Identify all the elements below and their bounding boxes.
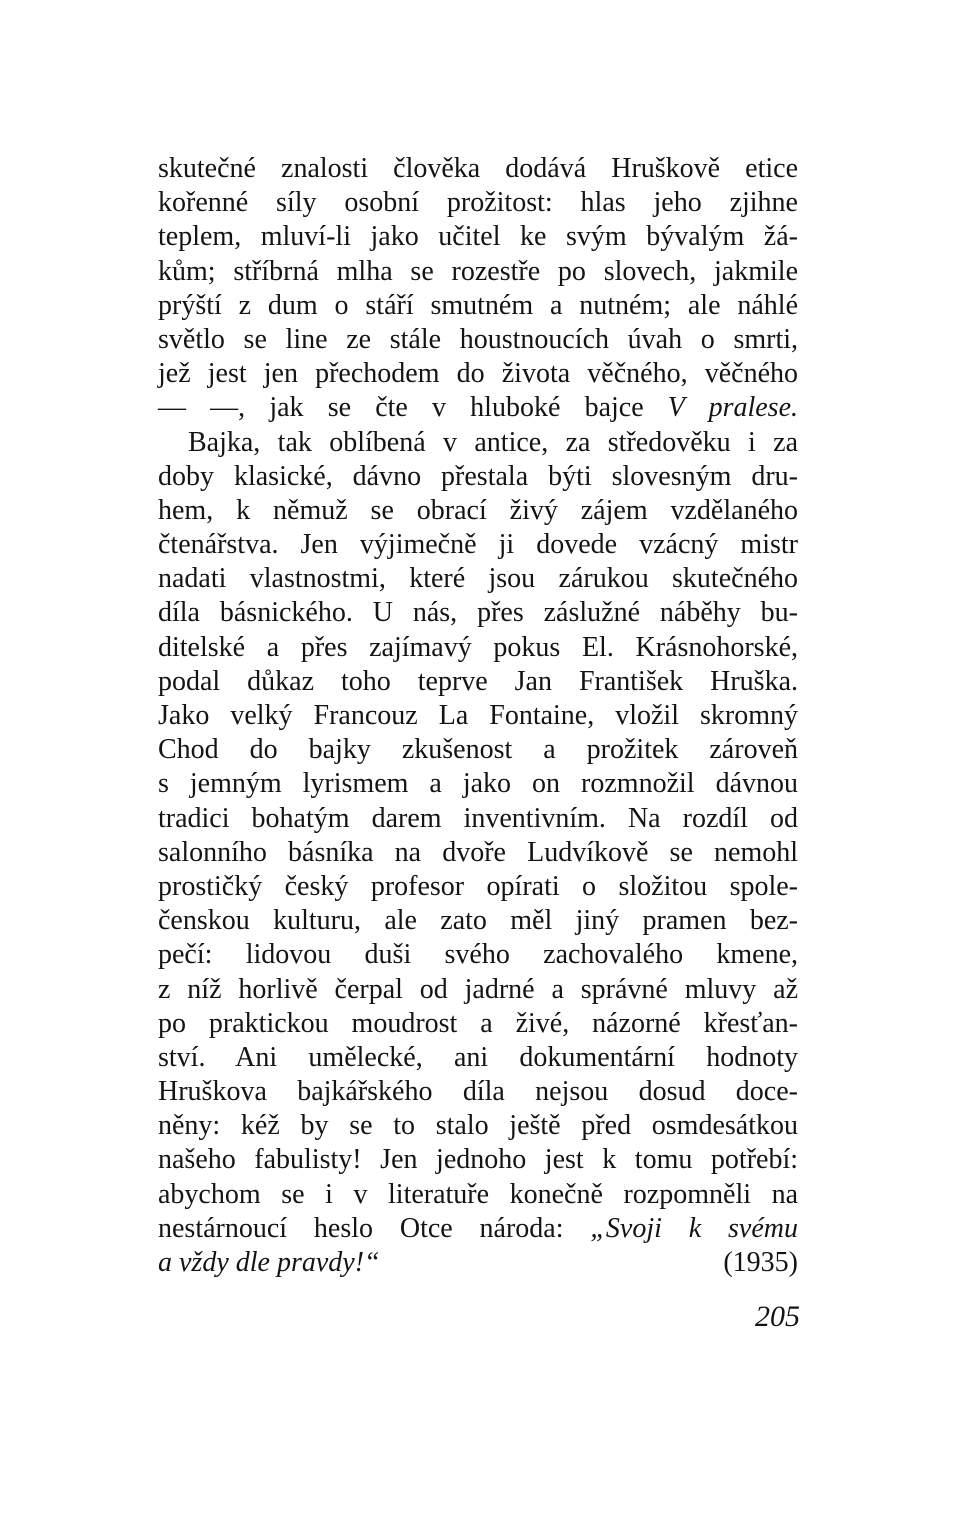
text-segment: — —, jak se čte v hluboké bajce	[158, 392, 668, 424]
motto-quote-end: a vždy dle pravdy!“	[158, 1247, 380, 1278]
text-line: díla básnického. U nás, přes záslužné náběhy bu-	[158, 597, 798, 629]
text-line: prostičký český profesor opírati o složitou spole-	[158, 870, 798, 902]
text-line: Chod do bajky zkušenost a prožitek zároveň	[158, 734, 798, 766]
text-line	[158, 391, 798, 425]
text-line: čtenářstva. Jen výjimečně ji dovede vzácný mistr	[158, 529, 798, 561]
text-line: skutečné znalosti člověka dodává Hruškově etice	[158, 153, 798, 184]
text-line: hem, k němuž se obrací živý zájem vzdělaného	[158, 494, 798, 526]
text-line: salonního básníka na dvoře Ludvíkově se nemohl	[158, 836, 798, 868]
text-line: teplem, mluví-li jako učitel ke svým bývalým žá-	[158, 221, 798, 253]
text-line: nadati vlastnostmi, které jsou zárukou skutečného	[158, 563, 798, 595]
text-line: abychom se i v literatuře konečně rozpomněli na	[158, 1178, 798, 1210]
text-line: po praktickou moudrost a živé, názorné křesťan-	[158, 1007, 798, 1039]
year: (1935)	[723, 1247, 798, 1278]
page-number: 205	[755, 1300, 800, 1333]
text-line	[158, 1212, 798, 1246]
text-line: kořenné síly osobní prožitost: hlas jeho zjihne	[158, 187, 798, 219]
text-line: jež jest jen přechodem do života věčného, věčného	[158, 358, 798, 390]
text-line: s jemným lyrismem a jako on rozmnožil dávnou	[158, 768, 798, 800]
text-line: podal důkaz toho teprve Jan František Hruška.	[158, 665, 798, 697]
text-line: světlo se line ze stále houstnoucích úvah o smrti,	[158, 323, 798, 355]
text-segment: nestárnoucí heslo Otce národa:	[158, 1212, 591, 1244]
text-line: prýští z dum o stáří smutném a nutném; ale náhlé	[158, 289, 798, 321]
text-line: z níž horlivě čerpal od jadrné a správné mluvy až	[158, 973, 798, 1005]
text-line: kům; stříbrná mlha se rozestře po slovech, jakmile	[158, 255, 798, 287]
text-line: pečí: lidovou duši svého zachovalého kmene,	[158, 939, 798, 971]
text-line: doby klasické, dávno přestala býti slovesným dru-	[158, 460, 798, 492]
text-line: našeho fabulisty! Jen jednoho jest k tomu potřebí:	[158, 1144, 798, 1176]
text-line: ství. Ani umělecké, ani dokumentární hodnoty	[158, 1041, 798, 1073]
paragraph-1	[158, 152, 798, 426]
body-text	[158, 152, 798, 1280]
motto-quote: „Svoji k svému	[590, 1212, 799, 1244]
text-line: ditelské a přes zajímavý pokus El. Krásnohorské,	[158, 631, 798, 663]
text-line: čenskou kulturu, ale zato měl jiný pramen bez-	[158, 905, 798, 937]
text-line: něny: kéž by se to stalo ještě před osmdesátkou	[158, 1110, 798, 1142]
closing-line	[158, 1246, 798, 1280]
paragraph-2	[158, 426, 798, 1281]
text-line: tradici bohatým darem inventivním. Na rozdíl od	[158, 802, 798, 834]
fable-title: V pralese.	[667, 392, 798, 424]
text-line: Hruškova bajkářského díla nejsou dosud doce-	[158, 1076, 798, 1108]
text-line: Bajka, tak oblíbená v antice, za středověku i za	[188, 426, 798, 458]
text-line: Jako velký Francouz La Fontaine, vložil skromný	[158, 700, 798, 731]
